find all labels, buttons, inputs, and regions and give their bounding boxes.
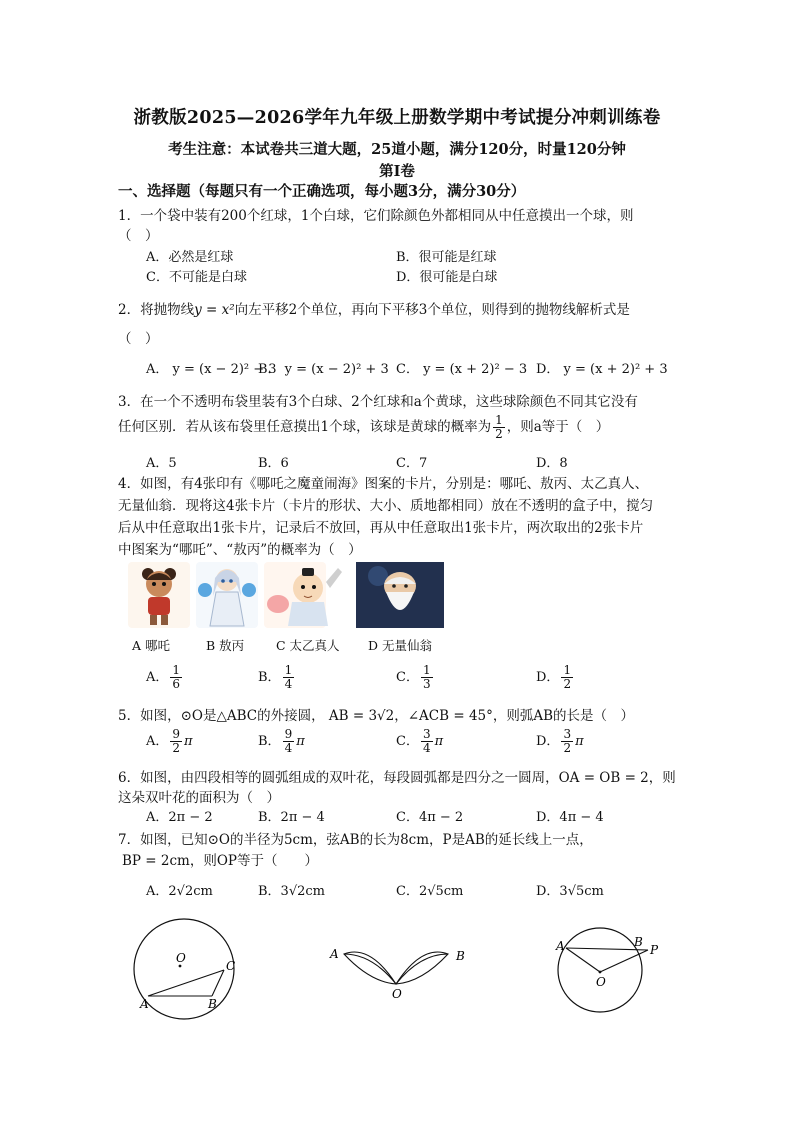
q5-option-c-num: 3 [422, 727, 431, 741]
q2-option-d: D． y = (x + 2)² + 3 [536, 362, 668, 377]
q5-option-a-pi: π [184, 734, 193, 749]
fig2-label-b: B [456, 949, 465, 963]
q4-option-c-num: 1 [422, 663, 431, 677]
q3-fraction-den: 2 [495, 427, 503, 441]
q1-option-b: B．很可能是红球 [396, 250, 497, 265]
q1-option-a: A．必然是红球 [146, 250, 234, 265]
q5-option-d-pi: π [575, 734, 584, 749]
q4-option-a-num: 1 [172, 663, 181, 677]
q2-option-c: C． y = (x + 2)² − 3 [396, 362, 528, 377]
q2-stem-formula: y = x² [194, 302, 235, 318]
exam-title: 浙教版2025—2026学年九年级上册数学期中考试提分冲刺训练卷 [133, 108, 661, 128]
q1-option-c: C．不可能是白球 [146, 270, 247, 285]
q4-option-c-frac [421, 664, 433, 691]
q4-stem-line1: 4．如图，有4张印有《哪吒之魔童闹海》图案的卡片，分别是：哪吒、敖丙、太乙真人、 [118, 476, 649, 492]
q4-option-c [396, 664, 435, 691]
q3-stem-part2: ，则a等于（ ） [506, 419, 610, 435]
card-taiyi-image [264, 562, 326, 628]
q1-stem: 1．一个袋中装有200个红球，1个白球，它们除颜色外都相同从中任意摸出一个球，则 [118, 208, 634, 224]
q5-option-b-num: 9 [284, 727, 293, 741]
q6-option-d: D．4π − 4 [536, 810, 604, 825]
q4-option-b [258, 664, 296, 691]
q4-option-a-label: A． [146, 670, 169, 685]
q5-option-d-den: 2 [563, 741, 572, 755]
q5-option-d [536, 728, 584, 755]
q3-stem-part1: 任何区别．若从该布袋里任意摸出1个球，该球是黄球的概率为 [118, 419, 492, 435]
q5-option-a-num: 9 [172, 727, 181, 741]
figure-q6-leaf [329, 947, 465, 1001]
fig1-label-a: A [140, 997, 149, 1011]
q4-option-c-den: 3 [422, 677, 431, 691]
q4-option-c-label: C． [396, 670, 419, 685]
q5-option-a-label: A． [146, 734, 169, 749]
q5-option-b-pi: π [296, 734, 305, 749]
q7-stem-line1: 7．如图，已知⊙O的半径为5cm，弦AB的长为8cm，P是AB的延长线上一点， [118, 832, 593, 848]
q5-option-a-frac [170, 728, 182, 755]
exam-notice: 考生注意：本试卷共三道大题，25道小题，满分120分，时量120分钟 [168, 141, 626, 158]
q5-option-a [146, 728, 193, 755]
q5-option-b-frac [283, 728, 295, 755]
fig1-label-o: O [176, 951, 186, 965]
q2-stem-paren: （ ） [118, 331, 159, 347]
card-wuliang-image [356, 562, 444, 628]
q5-stem: 5．如图，⊙O是△ABC的外接圆， AB = 3√2，∠ACB = 45°，则弧AB的长是（ ） [118, 708, 635, 724]
q3-stem-line2 [118, 414, 609, 441]
fig1-label-c: C [226, 959, 236, 973]
q3-stem: 3．在一个不透明布袋里装有3个白球、2个红球和a个黄球，这些球除颜色不同其它没有 [118, 394, 638, 410]
q5-option-d-label: D． [536, 734, 560, 749]
q5-option-c-pi: π [434, 734, 444, 749]
card-label-a: A 哪吒 [132, 638, 171, 653]
q5-option-b [258, 728, 305, 755]
q6-option-c: C．4π − 2 [396, 810, 464, 825]
q4-option-b-frac [283, 664, 295, 691]
q2-stem-part1: 2．将抛物线 [118, 302, 195, 318]
fig2-label-o: O [392, 987, 402, 1001]
card-label-b: B 敖丙 [206, 638, 245, 653]
q5-option-b-den: 4 [284, 741, 293, 755]
figures-row [0, 910, 794, 1030]
figure-q5-circle [134, 919, 235, 1019]
card-label-c: C 太乙真人 [276, 638, 340, 653]
q5-option-c [396, 728, 443, 755]
q2-option-b: B． y = (x − 2)² + 3 [258, 362, 389, 377]
card-aobing-image [196, 562, 258, 628]
fig1-label-b: B [208, 997, 217, 1011]
q6-option-b: B．2π − 4 [258, 810, 325, 825]
q6-stem-line1: 6．如图，由四段相等的圆弧组成的双叶花，每段圆弧都是四分之一圆周，OA = OB = 2，则 [118, 770, 676, 786]
q5-option-d-num: 3 [563, 727, 572, 741]
q5-option-c-label: C． [396, 734, 419, 749]
volume-heading: 第Ⅰ卷 [379, 163, 415, 180]
q2-stem [118, 298, 630, 318]
q4-option-d-num: 1 [563, 663, 572, 677]
q6-stem-line2: 这朵双叶花的面积为（ ） [118, 790, 280, 806]
fig3-label-p: P [650, 943, 659, 957]
q3-option-b: B．6 [258, 456, 289, 471]
q4-option-a [146, 664, 184, 691]
q5-option-c-den: 4 [422, 741, 431, 755]
section-heading: 一、选择题（每题只有一个正确选项，每小题3分，满分30分） [118, 183, 526, 200]
q2-stem-part2: 向左平移2个单位，再向下平移3个单位，则得到的抛物线解析式是 [234, 302, 630, 318]
q4-option-b-den: 4 [284, 677, 293, 691]
q7-option-a: A．2√2cm [146, 884, 213, 899]
card-label-d: D 无量仙翁 [368, 638, 432, 653]
q5-option-c-frac [421, 728, 433, 755]
q7-stem-line2: BP = 2cm，则OP等于（ ） [122, 853, 319, 869]
q4-option-a-den: 6 [172, 677, 181, 691]
q4-stem-line3: 后从中任意取出1张卡片，记录后不放回，再从中任意取出1张卡片，两次取出的2张卡片 [118, 520, 644, 536]
q5-option-b-label: B． [258, 734, 281, 749]
q2-option-a: A． y = (x − 2)² − 3 [146, 362, 277, 377]
q7-option-b: B．3√2cm [258, 884, 325, 899]
fig3-label-b: B [634, 935, 643, 949]
q4-option-d-den: 2 [563, 677, 572, 691]
q5-option-d-frac [561, 728, 573, 755]
q4-option-b-num: 1 [284, 663, 293, 677]
q4-stem-line4: 中图案为“哪吒”、“敖丙”的概率为（ ） [118, 542, 362, 558]
q5-option-a-den: 2 [172, 741, 181, 755]
q7-option-d: D．3√5cm [536, 884, 604, 899]
card-nezha-image [128, 562, 190, 628]
q3-fraction-num: 1 [495, 413, 503, 427]
fig2-label-a: A [330, 947, 339, 961]
q4-stem-line2: 无量仙翁．现将这4张卡片（卡片的形状、大小、质地都相同）放在不透明的盒子中，搅匀 [118, 498, 654, 514]
figure-q7-circle [555, 928, 659, 1012]
q1-stem-paren: （ ） [118, 228, 159, 244]
fig3-label-o: O [596, 975, 606, 989]
q4-option-d-label: D． [536, 670, 560, 685]
q3-option-c: C．7 [396, 456, 428, 471]
fig3-label-a: A [556, 939, 565, 953]
q4-option-a-frac [170, 664, 182, 691]
q3-fraction [493, 414, 505, 441]
q4-option-b-label: B． [258, 670, 281, 685]
q3-option-d: D．8 [536, 456, 568, 471]
q7-option-c: C．2√5cm [396, 884, 464, 899]
q1-option-d: D．很可能是白球 [396, 270, 498, 285]
q4-option-d-frac [561, 664, 573, 691]
q4-option-d [536, 664, 575, 691]
q6-option-a: A．2π − 2 [146, 810, 213, 825]
q3-option-a: A．5 [146, 456, 177, 471]
